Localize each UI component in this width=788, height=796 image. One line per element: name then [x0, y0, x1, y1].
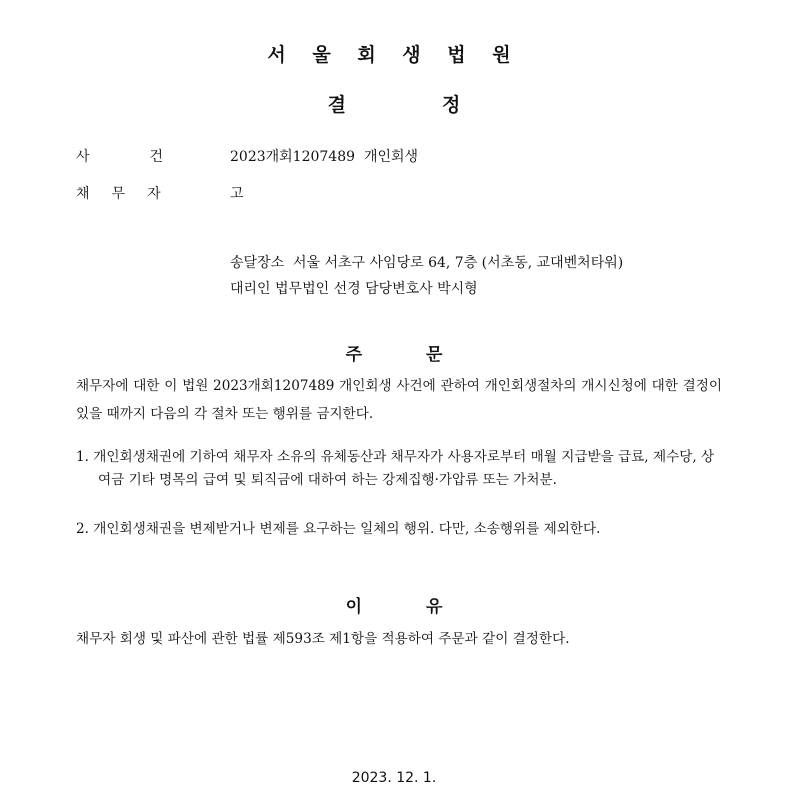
service-address-label: 송달장소	[230, 255, 285, 271]
order-item-1: 1. 개인회생채권에 기하여 채무자 소유의 유체동산과 채무자가 사용자로부터 매월 지급받을 급료, 제수당, 상여금 기타 명목의 급여 및 퇴직금에 대하여 하는 강제집행·가압류 또는 가처분.	[76, 449, 715, 488]
reason-paragraph: 채무자 회생 및 파산에 관한 법률 제593조 제1항을 적용하여 주문과 같이 결정한다.	[76, 631, 570, 647]
service-address-line	[230, 250, 623, 276]
decision-date: 2023. 12. 1.	[351, 770, 437, 786]
case-number: 2023개회1207489	[230, 149, 356, 165]
case-name: 개인회생	[363, 149, 419, 165]
order-title: 주 문	[345, 345, 443, 365]
document-type	[0, 90, 788, 117]
service-block	[230, 250, 623, 302]
order-item-2: 2. 개인회생채권을 변제받거나 변제를 요구하는 일체의 행위. 다만, 소송행위를 제외한다.	[76, 521, 601, 537]
case-label: 사 건	[76, 149, 164, 165]
document-type-char-1: 결	[327, 94, 346, 116]
order-paragraph: 채무자에 대한 이 법원 2023개회1207489 개인회생 사건에 관하여 개인회생절차의 개시신청에 대한 결정이 있을 때까지 다음의 각 절차 또는 행위를 금지한다.	[76, 378, 722, 422]
service-agent-line: 대리인 법무법인 선경 담당변호사 박시형	[230, 281, 478, 297]
debtor-value: 고	[230, 186, 244, 202]
debtor-label: 채 무 자	[76, 186, 161, 202]
service-address: 서울 서초구 사임당로 64, 7층 (서초동, 교대벤처타워)	[293, 255, 624, 271]
document-type-char-2: 정	[442, 94, 461, 116]
reason-title: 이 유	[345, 597, 443, 617]
court-name: 서 울 회 생 법 원	[267, 44, 521, 66]
case-value	[230, 146, 418, 166]
